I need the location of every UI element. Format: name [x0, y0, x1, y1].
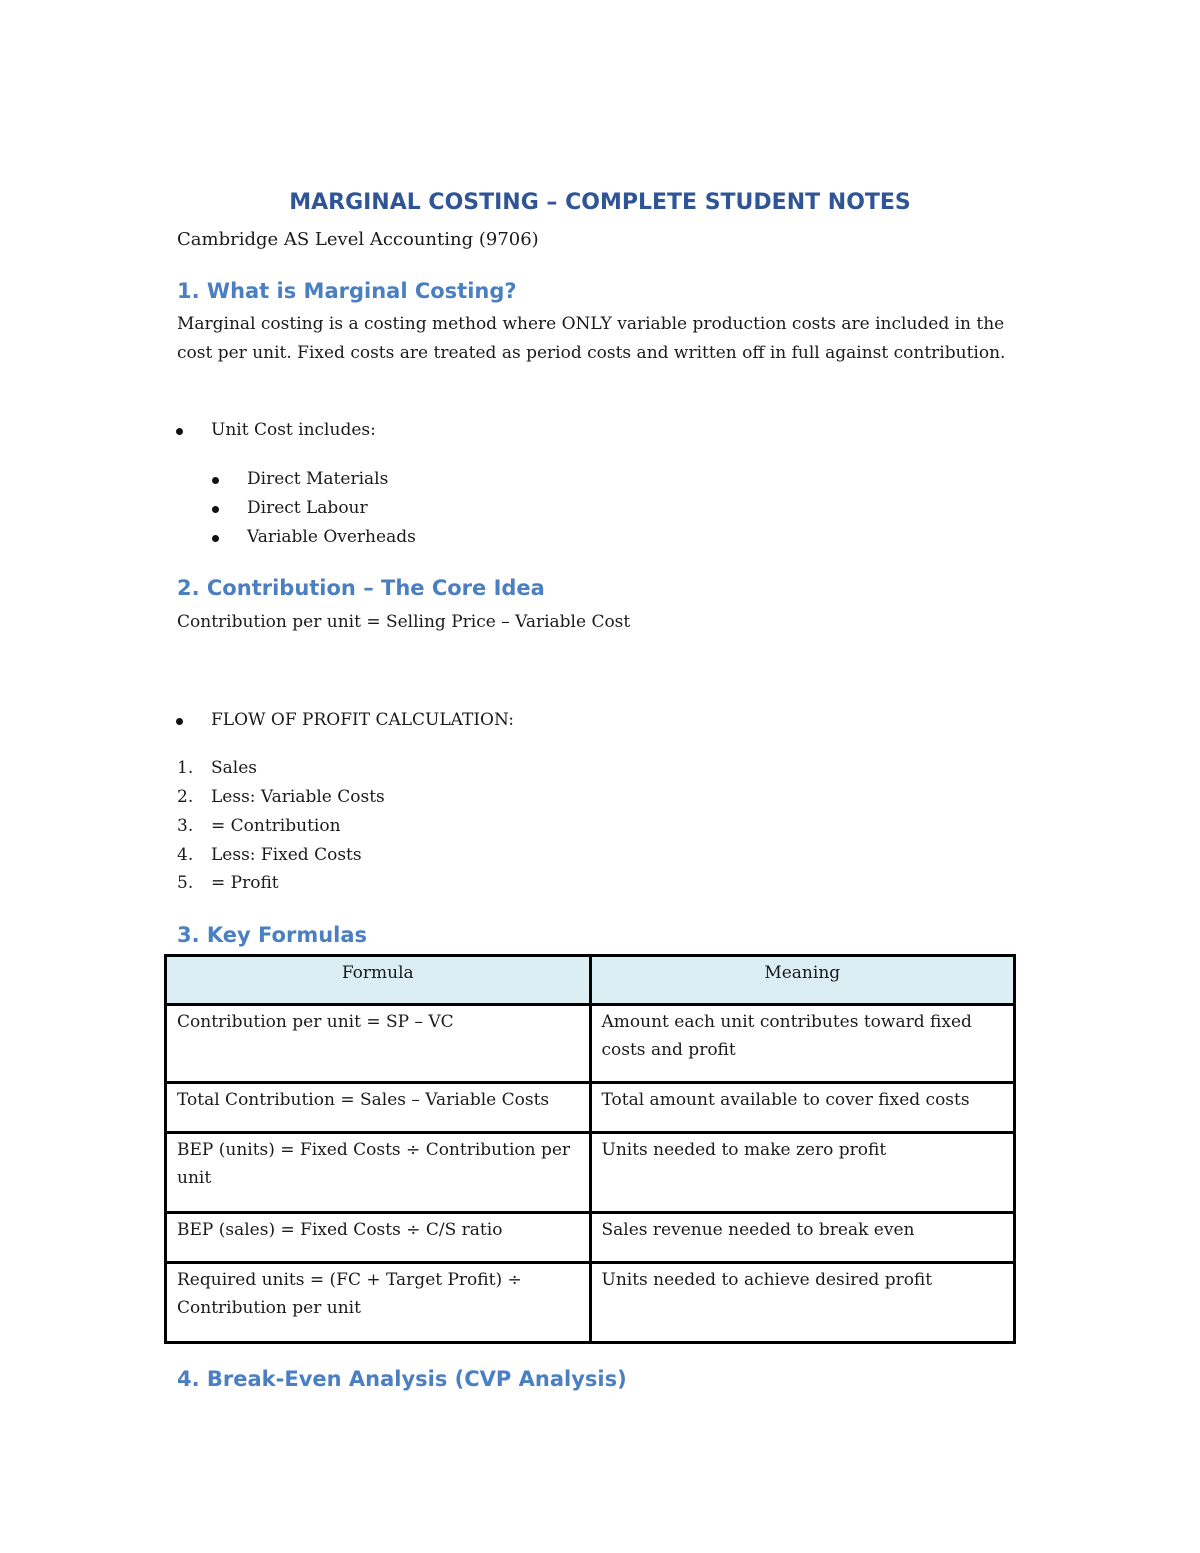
step-profit: = Profit [211, 873, 279, 893]
sub-bullet-direct-materials: Direct Materials [247, 469, 389, 489]
bullet-icon [212, 506, 219, 513]
step-number: 4. [177, 845, 194, 865]
step-contribution: = Contribution [211, 816, 341, 836]
table-row [166, 1083, 1015, 1133]
step-number: 3. [177, 816, 194, 836]
table-row [166, 1263, 1015, 1343]
column-header-formula: Formula [166, 956, 591, 1005]
meaning-cell: Amount each unit contributes toward fixed costs and profit [590, 1005, 1015, 1083]
step-number: 1. [177, 758, 194, 778]
section-1-heading: 1. What is Marginal Costing? [177, 279, 517, 303]
bullet-icon [212, 477, 219, 484]
column-header-meaning: Meaning [590, 956, 1015, 1005]
sub-bullet-direct-labour: Direct Labour [247, 498, 368, 518]
table-row [166, 1213, 1015, 1263]
section-3-heading: 3. Key Formulas [177, 923, 368, 947]
document-subtitle: Cambridge AS Level Accounting (9706) [177, 229, 539, 250]
bullet-icon [212, 535, 219, 542]
table-row [166, 1133, 1015, 1213]
formula-cell: BEP (units) = Fixed Costs ÷ Contribution per unit [166, 1133, 591, 1213]
step-sales: Sales [211, 758, 258, 778]
key-formulas-table [164, 954, 1016, 1344]
formula-cell: Required units = (FC + Target Profit) ÷ Contribution per unit [166, 1263, 591, 1343]
step-less-variable-costs: Less: Variable Costs [211, 787, 385, 807]
document-title: MARGINAL COSTING – COMPLETE STUDENT NOTES [289, 190, 911, 215]
step-number: 2. [177, 787, 194, 807]
formula-cell: Total Contribution = Sales – Variable Costs [166, 1083, 591, 1133]
formula-cell: Contribution per unit = SP – VC [166, 1005, 591, 1083]
table-row [166, 1005, 1015, 1083]
table-header-row [166, 956, 1015, 1005]
section-4-heading: 4. Break-Even Analysis (CVP Analysis) [177, 1367, 627, 1391]
section-2-heading: 2. Contribution – The Core Idea [177, 576, 545, 600]
meaning-cell: Total amount available to cover fixed costs [590, 1083, 1015, 1133]
section-1-paragraph: Marginal costing is a costing method where ONLY variable production costs are included in the cost per unit. Fixed costs are treated as period costs and written off in full against contribution. [177, 314, 1006, 363]
formula-cell: BEP (sales) = Fixed Costs ÷ C/S ratio [166, 1213, 591, 1263]
bullet-icon [176, 718, 183, 725]
meaning-cell: Sales revenue needed to break even [590, 1213, 1015, 1263]
unit-cost-bullet: Unit Cost includes: [211, 420, 376, 440]
bullet-icon [176, 428, 183, 435]
meaning-cell: Units needed to achieve desired profit [590, 1263, 1015, 1343]
step-less-fixed-costs: Less: Fixed Costs [211, 845, 362, 865]
step-number: 5. [177, 873, 194, 893]
sub-bullet-variable-overheads: Variable Overheads [247, 527, 416, 547]
flow-of-profit-bullet: FLOW OF PROFIT CALCULATION: [211, 710, 514, 730]
meaning-cell: Units needed to make zero profit [590, 1133, 1015, 1213]
contribution-formula: Contribution per unit = Selling Price – Variable Cost [177, 612, 631, 632]
